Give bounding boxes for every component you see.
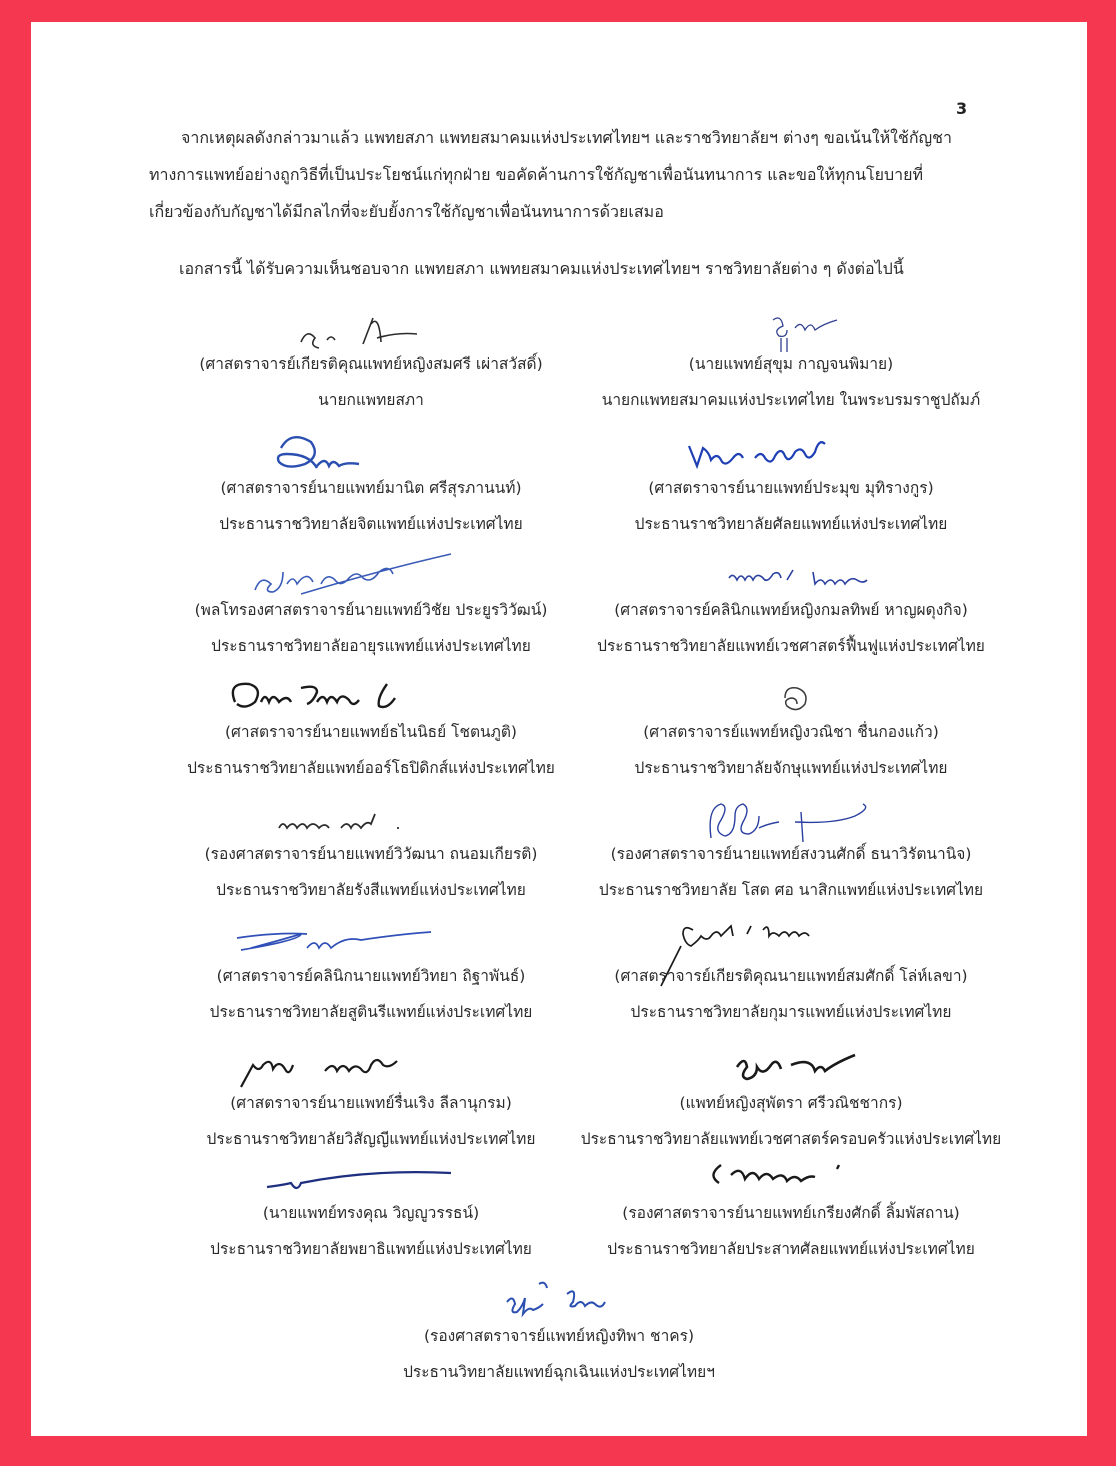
signature-block [551,798,1031,900]
signatory-name: (ศาสตราจารย์นายแพทย์ประมุข มุทิรางกูร) [648,479,934,497]
signatory-title: นายกแพทยสภา [318,391,424,409]
signatory-name: (นายแพทย์ทรงคุณ วิญญูวรรธน์) [262,1204,480,1222]
handwritten-signature [551,676,1031,722]
signatory-name: (ศาสตราจารย์เกียรติคุณนายแพทย์สมศักดิ์ โล่ห์เลขา) [614,967,968,985]
signatory-name: (รองศาสตราจารย์นายแพทย์เกรียงศักดิ์ ลิ้มพัสถาน) [622,1204,960,1222]
paragraph-intro: จากเหตุผลดังกล่าวมาแล้ว แพทยสภา แพทยสมาคมแห่งประเทศไทยฯ และราชวิทยาลัยฯ ต่างๆ ขอเน้นให้ใช้กัญชาทางการแพทย์อย่างถูกวิธีที่เป็นประโยชน์แก่ทุกฝ่าย ขอคัดค้านการใช้กัญชาเพื่อนันทนาการ และขอให้ทุกนโยบายที่เกี่ยวข้องกับกัญชาได้มีกลไกที่จะยับยั้งการใช้กัญชาเพื่อนันทนาการด้วยเสมอ [149,128,952,221]
signature-block [551,920,1031,1022]
document-page [31,22,1087,1436]
signature-block [319,1280,799,1382]
signatory-title: ประธานวิทยาลัยแพทย์ฉุกเฉินแห่งประเทศไทยฯ [403,1363,715,1381]
handwritten-signature [551,432,1031,478]
signature-block [551,308,1031,410]
signatory-title: ประธานราชวิทยาลัยประสาทศัลยแพทย์แห่งประเทศไทย [607,1240,975,1258]
signatory-title: ประธานราชวิทยาลัยอายุรแพทย์แห่งประเทศไทย [211,637,531,655]
signatory-title: ประธานราชวิทยาลัยศัลยแพทย์แห่งประเทศไทย [634,515,948,533]
signature-block [131,308,611,410]
signature-block [131,554,611,656]
signatory-name: (ศาสตราจารย์คลินิกแพทย์หญิงกมลทิพย์ หาญผดุงกิจ) [614,601,968,619]
signatory-name: (ศาสตราจารย์คลินิกนายแพทย์วิทยา ถิฐาพันธ์) [216,967,526,985]
signatory-title: ประธานราชวิทยาลัยจักษุแพทย์แห่งประเทศไทย [634,759,948,777]
handwritten-signature [551,920,1031,966]
signature-block [551,554,1031,656]
signatory-title: ประธานราชวิทยาลัยแพทย์เวชศาสตร์ครอบครัวแห่งประเทศไทย [580,1130,1002,1148]
signature-block [131,1157,611,1259]
handwritten-signature [131,1157,611,1203]
signatory-title: ประธานราชวิทยาลัยพยาธิแพทย์แห่งประเทศไทย [210,1240,532,1258]
handwritten-signature [131,676,611,722]
signatory-title: ประธานราชวิทยาลัยแพทย์เวชศาสตร์ฟื้นฟูแห่งประเทศไทย [597,637,985,655]
handwritten-signature [131,1047,611,1093]
signature-block [551,1157,1031,1259]
handwritten-signature [551,308,1031,354]
handwritten-signature [131,798,611,844]
handwritten-signature [551,1047,1031,1093]
signatory-name: (พลโทรองศาสตราจารย์นายแพทย์วิชัย ประยูรวิวัฒน์) [194,601,548,619]
signatory-title: ประธานราชวิทยาลัยแพทย์ออร์โธปิดิกส์แห่งประเทศไทย [187,759,555,777]
handwritten-signature [131,308,611,354]
page-number: 3 [956,99,968,118]
signatory-name: (รองศาสตราจารย์นายแพทย์สงวนศักดิ์ ธนาวิรัตนานิจ) [610,845,972,863]
signature-block [131,1047,611,1149]
handwritten-signature [131,920,611,966]
handwritten-signature [319,1280,799,1326]
signatory-name: (นายแพทย์สุขุม กาญจนพิมาย) [688,355,894,373]
signatory-title: ประธานราชวิทยาลัยกุมารแพทย์แห่งประเทศไทย [630,1003,952,1021]
signatory-title: ประธานราชวิทยาลัยสูตินรีแพทย์แห่งประเทศไทย [209,1003,533,1021]
signature-block [551,1047,1031,1149]
signatory-title: ประธานราชวิทยาลัย โสต ศอ นาสิกแพทย์แห่งประเทศไทย [598,881,984,899]
signatory-name: (ศาสตราจารย์นายแพทย์ธไนนิธย์ โชตนภูติ) [225,723,517,741]
signature-block [131,920,611,1022]
handwritten-signature [131,554,611,600]
signature-block [131,676,611,778]
signatory-title: ประธานราชวิทยาลัยจิตแพทย์แห่งประเทศไทย [219,515,523,533]
signatory-title: ประธานราชวิทยาลัยวิสัญญีแพทย์แห่งประเทศไทย [206,1130,536,1148]
signature-block [551,676,1031,778]
signature-block [131,432,611,534]
signature-block [131,798,611,900]
handwritten-signature [551,554,1031,600]
signatory-title: นายกแพทยสมาคมแห่งประเทศไทย ในพระบรมราชูปถัมภ์ [601,391,981,409]
signatory-name: (ศาสตราจารย์แพทย์หญิงวณิชา ชื่นกองแก้ว) [643,723,939,741]
paragraph-endorsement: เอกสารนี้ ได้รับความเห็นชอบจาก แพทยสภา แพทยสมาคมแห่งประเทศไทยฯ ราชวิทยาลัยต่าง ๆ ดังต่อไปนี้ [179,259,904,278]
signatory-title: ประธานราชวิทยาลัยรังสีแพทย์แห่งประเทศไทย [216,881,526,899]
signatory-name: (ศาสตราจารย์นายแพทย์มานิต ศรีสุรภานนท์) [220,479,522,497]
signatory-name: (แพทย์หญิงสุพัตรา ศรีวณิชชากร) [679,1094,903,1112]
signatory-name: (ศาสตราจารย์เกียรติคุณแพทย์หญิงสมศรี เผ่าสวัสดิ์) [199,355,543,373]
handwritten-signature [131,432,611,478]
signature-block [551,432,1031,534]
handwritten-signature [551,798,1031,844]
handwritten-signature [551,1157,1031,1203]
signatory-name: (รองศาสตราจารย์แพทย์หญิงทิพา ชาคร) [423,1327,695,1345]
signatory-name: (รองศาสตราจารย์นายแพทย์วิวัฒนา ถนอมเกียรติ) [204,845,538,863]
signatory-name: (ศาสตราจารย์นายแพทย์รื่นเริง ลีลานุกรม) [230,1094,512,1112]
